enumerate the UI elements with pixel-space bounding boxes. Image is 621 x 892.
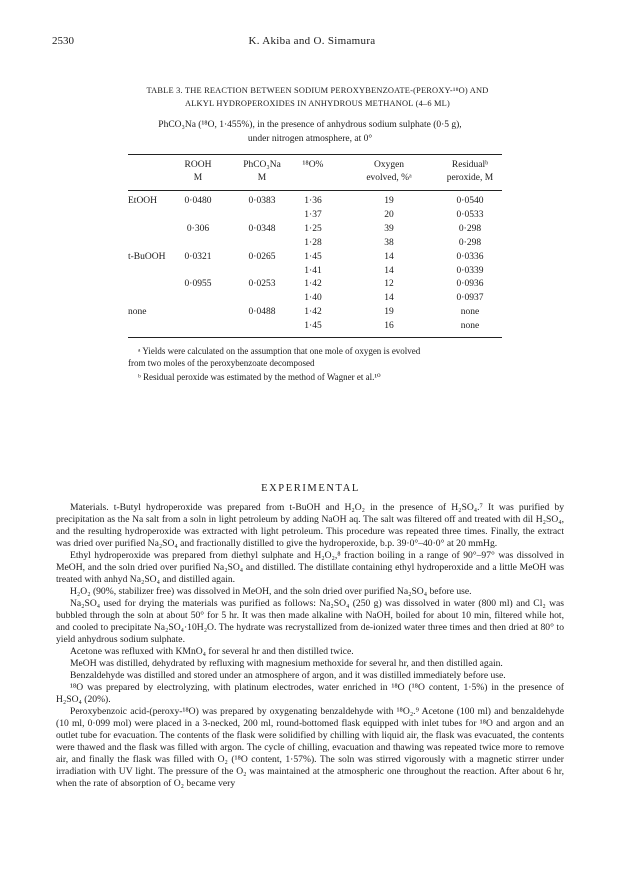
table-caption-line-1: TABLE 3. THE REACTION BETWEEN SODIUM PEROXYBENZOATE-(PEROXY-¹⁸O) AND <box>146 86 489 95</box>
cell-o18: 1·36 <box>304 196 322 206</box>
cell-o18: 1·28 <box>304 237 322 248</box>
cell-o18: 1·40 <box>304 293 322 304</box>
cell-residual-peroxide: 0·0336 <box>456 251 484 262</box>
paragraph-hydrogen-peroxide: H₂O₂ (90%, stabilizer free) was dissolved in MeOH, and the soln dried over purified Na₂SO₄ before use. <box>70 586 472 597</box>
cell-phco3na: 0·0253 <box>248 279 276 290</box>
col-header-oxygen: Oxygen evolved, %ᵃ <box>366 160 412 183</box>
row-label: t-BuOOH <box>128 251 166 262</box>
cell-phco3na: 0·0488 <box>248 307 276 318</box>
cell-residual-peroxide: 0·0936 <box>456 279 484 290</box>
table-conditions-line-1: PhCO₃Na (¹⁸O, 1·455%), in the presence of anhydrous sodium sulphate (0·5 g), <box>158 120 462 130</box>
cell-oxygen-evolved: 39 <box>384 223 394 234</box>
cell-o18: 1·45 <box>304 321 322 332</box>
cell-residual-peroxide: 0·298 <box>458 237 482 248</box>
cell-oxygen-evolved: 19 <box>384 196 394 206</box>
cell-residual-peroxide: 0·298 <box>458 223 482 234</box>
cell-oxygen-evolved: 14 <box>384 265 394 276</box>
col-header-o18: ¹⁸O% <box>302 160 324 170</box>
experimental-body <box>56 502 564 790</box>
paragraph-ethyl-hydroperoxide: Ethyl hydroperoxide was prepared from diethyl sulphate and H₂O₂,⁸ fraction boiling in a range of 90°–97° was dissolved in MeOH, and the soln dried over purified Na₂SO₄ and distilled. The distillate containing ethyl hydroperoxide and a little MeOH was treated with anhyd Na₂SO₄ and distilled again. <box>56 550 564 585</box>
table-conditions-line-2: under nitrogen atmosphere, at 0° <box>247 134 373 144</box>
cell-oxygen-evolved: 16 <box>384 321 394 332</box>
table-header-rule <box>128 190 502 191</box>
cell-o18: 1·45 <box>304 251 322 262</box>
cell-phco3na: 0·0383 <box>248 196 276 206</box>
table-caption-line-2: ALKYL HYDROPEROXIDES IN ANHYDROUS METHANOL (4–6 ML) <box>184 99 450 108</box>
paragraph-benzaldehyde: Benzaldehyde was distilled and stored under an atmosphere of argon, and it was distilled immediately before use. <box>70 670 506 681</box>
paragraph-oxygen-18: ¹⁸O was prepared by electrolyzing, with platinum electrodes, water enriched in ¹⁸O (¹⁸O content, 1·5%) in the presence of H₂SO₄ (20%). <box>56 682 564 705</box>
cell-residual-peroxide: 0·0937 <box>456 293 484 304</box>
cell-o18: 1·42 <box>304 279 322 290</box>
running-authors: K. Akiba and O. Simamura <box>248 35 376 47</box>
col-header-rooh: ROOH M <box>184 160 212 183</box>
cell-residual-peroxide: none <box>460 307 480 318</box>
footnote-b: ᵇ Residual peroxide was estimated by the method of Wagner et al.¹⁰ <box>138 372 381 382</box>
table-top-rule <box>128 154 502 155</box>
cell-phco3na: 0·0265 <box>248 251 276 262</box>
cell-o18: 1·37 <box>304 209 322 220</box>
cell-rooh: 0·0955 <box>184 279 212 290</box>
row-label: none <box>128 307 147 318</box>
cell-residual-peroxide: 0·0339 <box>456 265 484 276</box>
cell-residual-peroxide: 0·0533 <box>456 209 484 220</box>
table-caption <box>120 84 515 110</box>
row-label: EtOOH <box>128 196 158 206</box>
table-bottom-rule <box>128 337 502 338</box>
cell-rooh: 0·306 <box>186 223 210 234</box>
paragraph-materials: Materials. t-Butyl hydroperoxide was prepared from t-BuOH and H₂O₂ in the presence of H₂SO₄.⁷ It was purified by precipitation as the Na salt from a soln in light petroleum by adding NaOH aq. The salt was filtered off and treated with dil H₂SO₄, and the resulting hydroperoxide was extracted with light petroleum. This procedure was repeated three times. Finally, the extract was dried over purified Na₂SO₄ and fractionally distilled to give the hydroperoxide, b.p. 39·0°–40·0° at 20 mmHg. <box>56 502 564 549</box>
cell-o18: 1·41 <box>304 265 322 276</box>
cell-rooh: 0·0321 <box>184 251 212 262</box>
running-header <box>52 35 572 49</box>
cell-residual-peroxide: none <box>460 321 480 332</box>
cell-residual-peroxide: 0·0540 <box>456 196 484 206</box>
paragraph-sodium-sulphate: Na₂SO₄ used for drying the materials was purified as follows: Na₂SO₄ (250 g) was dissolved in water (800 ml) and Cl₂ was bubbled through the soln at about 50° for 5 hr. It was then made alkaline with NaOH, boiled for about 10 min, filtered while hot, and cooled to precipitate Na₂SO₄·10H₂O. The hydrate was recrystallized from de-ionized water three times and then dried at 80° to yield anhydrous sodium sulphate. <box>56 598 564 645</box>
table-conditions <box>100 118 520 146</box>
cell-o18: 1·25 <box>304 223 322 234</box>
cell-rooh: 0·0480 <box>184 196 212 206</box>
section-heading-experimental: EXPERIMENTAL <box>261 483 360 494</box>
col-header-phco3na: PhCO₃Na M <box>243 160 281 183</box>
cell-oxygen-evolved: 38 <box>384 237 394 248</box>
cell-oxygen-evolved: 20 <box>384 209 394 220</box>
cell-oxygen-evolved: 12 <box>384 279 394 290</box>
paragraph-acetone: Acetone was refluxed with KMnO₄ for several hr and then distilled twice. <box>70 646 354 657</box>
page-number: 2530 <box>52 35 74 47</box>
paragraph-methanol: MeOH was distilled, dehydrated by refluxing with magnesium methoxide for several hr, and then distilled again. <box>70 658 503 669</box>
footnote-a: ᵃ Yields were calculated on the assumption that one mole of oxygen is evolved from two moles of the peroxybenzoate decomposed <box>128 346 421 368</box>
col-header-residual: Residualᵇ peroxide, M <box>446 160 494 183</box>
cell-oxygen-evolved: 19 <box>384 307 394 318</box>
cell-oxygen-evolved: 14 <box>384 251 394 262</box>
cell-o18: 1·42 <box>304 307 322 318</box>
cell-phco3na: 0·0348 <box>248 223 276 234</box>
paragraph-peroxybenzoic-acid: Peroxybenzoic acid-(peroxy-¹⁸O) was prepared by oxygenating benzaldehyde with ¹⁸O₂.⁹ Acetone (100 ml) and benzaldehyde (10 ml, 0·099 mol) were placed in a 3-necked, 200 ml, round-bottomed flask equipped with inlet tubes for ¹⁸O and argon and an outlet tube for evacuation. The contents of the flask were solidified by chilling with liquid air, the flask was evacuated, the contents were thawed and the flask was filled with argon. The cycle of chilling, evacuation and thawing was repeated twice more to remove air, and finally the flask was filled with O₂ (¹⁸O content, 1·57%). The soln was stirred vigorously with a magnetic stirrer under irradiation with UV light. The pressure of the O₂ was maintained at the atmospheric one throughout the reaction. After about 6 hr, when the rate of absorption of O₂ became very <box>56 706 564 789</box>
cell-oxygen-evolved: 14 <box>384 293 394 304</box>
